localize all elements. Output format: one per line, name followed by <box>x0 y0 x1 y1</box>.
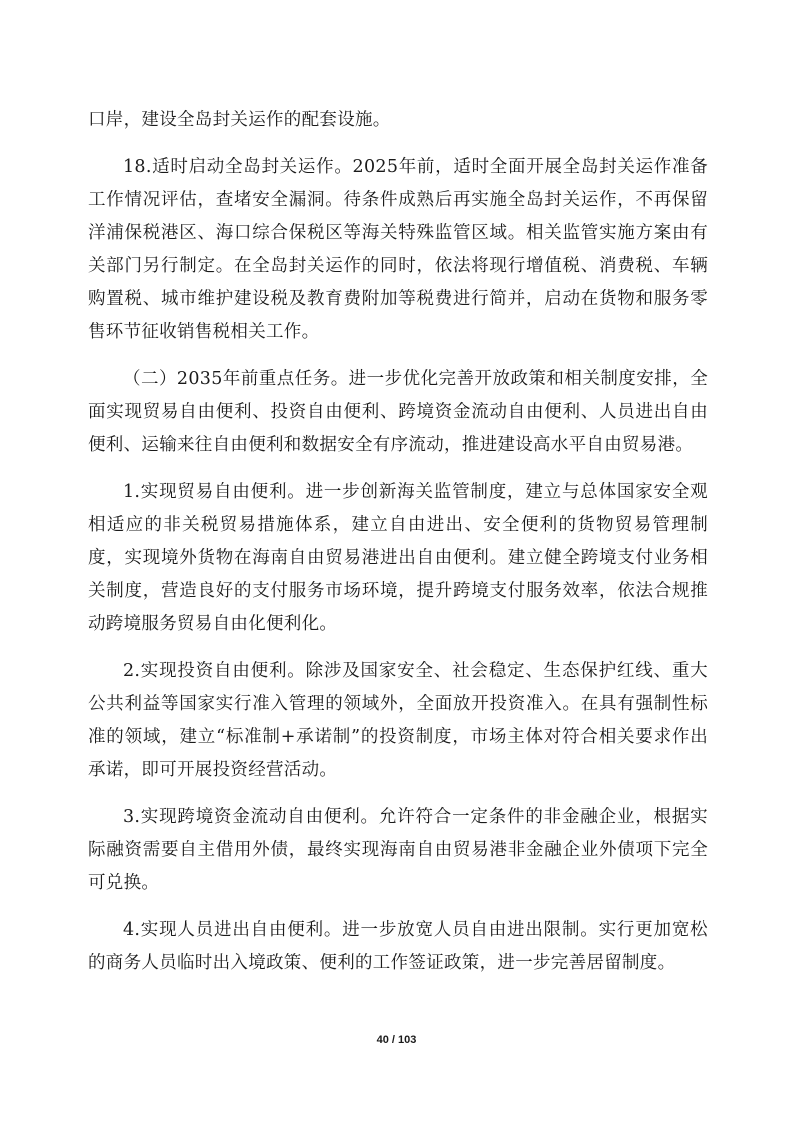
paragraph-item-3: 3.实现跨境资金流动自由便利。允许符合一定条件的非金融企业，根据实际融资需要自主借用外债，最终实现海南自由贸易港非金融企业外债项下完全可兑换。 <box>88 807 708 893</box>
document-body <box>88 104 708 994</box>
page-number: 40 / 103 <box>376 1034 417 1046</box>
paragraph-continuation: 口岸，建设全岛封关运作的配套设施。 <box>88 110 391 130</box>
paragraph-item-4: 4.实现人员进出自由便利。进一步放宽人员自由进出限制。实行更加宽松的商务人员临时出入境政策、便利的工作签证政策，进一步完善居留制度。 <box>88 920 708 973</box>
paragraph-item-1: 1.实现贸易自由便利。进一步创新海关监管制度，建立与总体国家安全观相适应的非关税贸易措施体系，建立自由进出、安全便利的货物贸易管理制度，实现境外货物在海南自由贸易港进出自由便利。建立健全跨境支付业务相关制度，营造良好的支付服务市场环境，提升跨境支付服务效率，依法合规推动跨境服务贸易自由化便利化。 <box>88 482 708 634</box>
paragraph-section-2035: （二）2035年前重点任务。进一步优化完善开放政策和相关制度安排，全面实现贸易自由便利、投资自由便利、跨境资金流动自由便利、人员进出自由便利、运输来往自由便利和数据安全有序流动，推进建设高水平自由贸易港。 <box>88 369 708 455</box>
paragraph-item-18: 18.适时启动全岛封关运作。2025年前，适时全面开展全岛封关运作准备工作情况评估，查堵安全漏洞。待条件成熟后再实施全岛封关运作，不再保留洋浦保税港区、海口综合保税区等海关特殊监管区域。相关监管实施方案由有关部门另行制定。在全岛封关运作的同时，依法将现行增值税、消费税、车辆购置税、城市维护建设税及教育费附加等税费进行简并，启动在货物和服务零售环节征收销售税相关工作。 <box>88 157 708 342</box>
paragraph-item-2: 2.实现投资自由便利。除涉及国家安全、社会稳定、生态保护红线、重大公共利益等国家实行准入管理的领域外，全面放开投资准入。在具有强制性标准的领域，建立“标准制+承诺制”的投资制度，市场主体对符合相关要求作出承诺，即可开展投资经营活动。 <box>88 661 708 780</box>
